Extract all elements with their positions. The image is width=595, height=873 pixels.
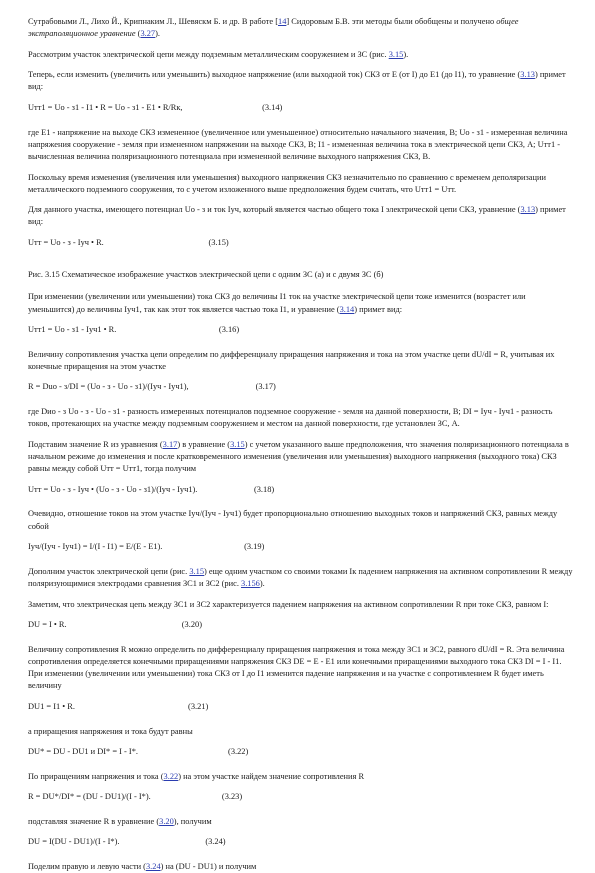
formula: R = DU*/DI* = (DU - DU1)/(I - I*). (3.23) [28, 792, 243, 802]
paragraph: По приращениям напряжения и тока (3.22) на этом участке найдем значение сопротивления R [28, 771, 365, 781]
equation-number: (3.20) [181, 620, 202, 630]
citation-link[interactable]: 14 [278, 17, 287, 26]
equation-link[interactable]: 3.24 [145, 862, 161, 872]
figure-link[interactable]: 3.15 [189, 566, 204, 576]
paragraph: подставляя значение R в уравнение (3.20), получим [28, 816, 212, 826]
paragraph: где Е1 - напряжение на выходе СКЗ измененное (увеличенное или уменьшенное) относительно начального значения, В; Uо - з1 - измеренная величина напряжения сооружение - земля при измененном напряжении на выходе СКЗ, В; I1 - измененная величина тока в электрической цепи СКЗ, А; Uтт1 - вычисленная величина поляризационного потенциала при измененной величине выходного напряжения СКЗ, В. [28, 127, 568, 162]
formula: Uтт1 = Uо - з1 - I1 • R = Uо - з1 - Е1 • R/Rк, (3.14) [28, 102, 283, 112]
formula: Uтт = Uо - з - Iуч • R. (3.15) [28, 237, 229, 247]
equation-number: (3.19) [244, 542, 265, 552]
paragraph: Теперь, если изменить (увеличить или уменьшить) выходное напряжение (или выходной ток) СКЗ от Е (от I) до Е1 (до I1), то уравнение (3.13) примет вид: [28, 70, 566, 92]
equation-link[interactable]: 3.22 [163, 771, 179, 781]
formula: R = Duо - з/DI = (Uо - з - Uо - з1)/(Iуч - Iуч1), (3.17) [28, 382, 276, 392]
paragraph: При изменении (увеличении или уменьшении) тока СКЗ до величины I1 ток на участке электрической цепи тоже изменится (возрастет или уменьшится) до величины Iуч1, так как этот ток является частью тока I1, и уравнение (3.14) примет вид: [28, 292, 526, 314]
formula: DU = I(DU - DU1)/(I - I*). (3.24) [28, 837, 226, 847]
paragraph: Рассмотрим участок электрической цепи между подземным металлическим сооружением и ЗС (рис. 3.15). [28, 49, 409, 59]
paragraph: а приращения напряжения и тока будут равны [28, 726, 193, 736]
figure-caption: Рис. 3.15 Схематическое изображение участков электрической цепи с одним ЗС (а) и с двумя ЗС (б) [28, 270, 384, 280]
formula: Iуч/(Iуч - Iуч1) = I/(I - I1) = Е/(Е - Е1). (3.19) [28, 542, 265, 552]
paragraph: Очевидно, отношение токов на этом участке Iуч/(Iуч - Iуч1) будет пропорционально отношению выходных токов и напряжений СКЗ, равных между собой [28, 509, 558, 531]
equation-link[interactable]: 3.17 [162, 439, 178, 449]
equation-link[interactable]: 3.15 [230, 439, 245, 449]
equation-number: (3.15) [208, 237, 229, 247]
equation-number: (3.16) [218, 325, 240, 335]
paragraph: где Dио - з Uо - з - Uо - з1 - разность измеренных потенциалов подземное сооружение - земля на данной поверхности, В; DI = Iуч - Iуч1 - разность токов, протекающих на участке между подземным сооружением и местом на данной поверхности, где установлен ЗС, А. [28, 407, 553, 429]
figure-link[interactable]: 3.156 [241, 579, 260, 589]
formula: DU1 = I1 • R. (3.21) [28, 701, 209, 711]
equation-number: (3.23) [221, 792, 243, 802]
equation-number: (3.24) [205, 837, 226, 847]
paragraph: Величину сопротивления участка цепи определим по дифференциалу приращения напряжения и тока на этом участке цепи dU/dI = R, учитывая их конечные приращения на этом участке [28, 349, 555, 371]
paragraph: Дополним участок электрической цепи (рис. 3.15) еще одним участком со своими токами Iк падением напряжения на активном сопротивлении R между поляризующимися электродами сравнения ЗС1 и ЗС2 (рис. 3.156). [28, 566, 573, 589]
equation-link[interactable]: 3.13 [520, 70, 535, 80]
equation-number: (3.22) [228, 747, 249, 757]
equation-link[interactable]: 3.27 [140, 29, 156, 39]
formula: Uтт = Uо - з - Iуч • (Uо - з - Uо - з1)/(Iуч - Iуч1). (3.18) [28, 484, 275, 494]
equation-number: (3.21) [188, 701, 209, 711]
paragraph: Величину сопротивления R можно определить по дифференциалу приращения напряжения и тока между ЗС1 и ЗС2, равного dU/dI = R. Эта величина сопротивления определяется конечными приращениями напряжения СКЗ DЕ = Е - Е1 или конечными приращениями выходного тока СКЗ DI = I - I1. При изменении (увеличении или уменьшении) тока СКЗ от I до I1 изменится падение напряжения и на участке с сопротивлением R будет иметь величину [28, 644, 565, 691]
equation-link[interactable]: 3.14 [339, 304, 355, 314]
formula: DU* = DU - DU1 и DI* = I - I*. (3.22) [28, 747, 249, 757]
paragraph: Подставим значение R из уравнения (3.17) в уравнение (3.15) с учетом указанного выше предположения, что значения поляризационного потенциала в начальном режиме до изменения и после кратковременного изменения (увеличения или уменьшения) выходного напряжения (выходного тока) СКЗ равны между собой Uтт = Uтт1, тогда получим [28, 439, 569, 474]
emphasis: общее экстраполяционное уравнение [28, 17, 519, 39]
figure-link[interactable]: 3.15 [388, 49, 404, 59]
equation-number: (3.14) [262, 102, 283, 112]
equation-link[interactable]: 3.20 [159, 816, 174, 826]
equation-link[interactable]: 3.13 [520, 205, 536, 215]
formula: DU = I • R. (3.20) [28, 620, 202, 630]
paragraph: Для данного участка, имеющего потенциал Uо - з и ток Iуч, который является частью общего тока I электрической цепи СКЗ, уравнение (3.13) примет вид: [28, 205, 566, 227]
equation-number: (3.17) [255, 382, 276, 392]
formula: Uтт1 = Uо - з1 - Iуч1 • R. (3.16) [28, 325, 240, 335]
paragraph: Поскольку время изменения (увеличения или уменьшения) выходного напряжения СКЗ незначительно по сравнению с временем деполяризации металлического подземного сооружения, то с учетом изложенного выше предположения будем считать, что Uтт1 = Uтт. [28, 172, 546, 194]
paragraph: Поделим правую и левую части (3.24) на (DU - DU1) и получим [28, 862, 257, 872]
paragraph: Сутрабовыми Л., Лихо Й., Крипнаким Л., Шевяскм Б. и др. В работе [14] Сидоровым Б.В. эти методы были обобщены и получено общее экстраполяционное уравнение (3.27). [28, 17, 519, 39]
paragraph: Заметим, что электрическая цепь между ЗС1 и ЗС2 характеризуется падением напряжения на активном сопротивлении R при токе СКЗ, равном I: [28, 599, 549, 609]
equation-number: (3.18) [253, 484, 275, 494]
